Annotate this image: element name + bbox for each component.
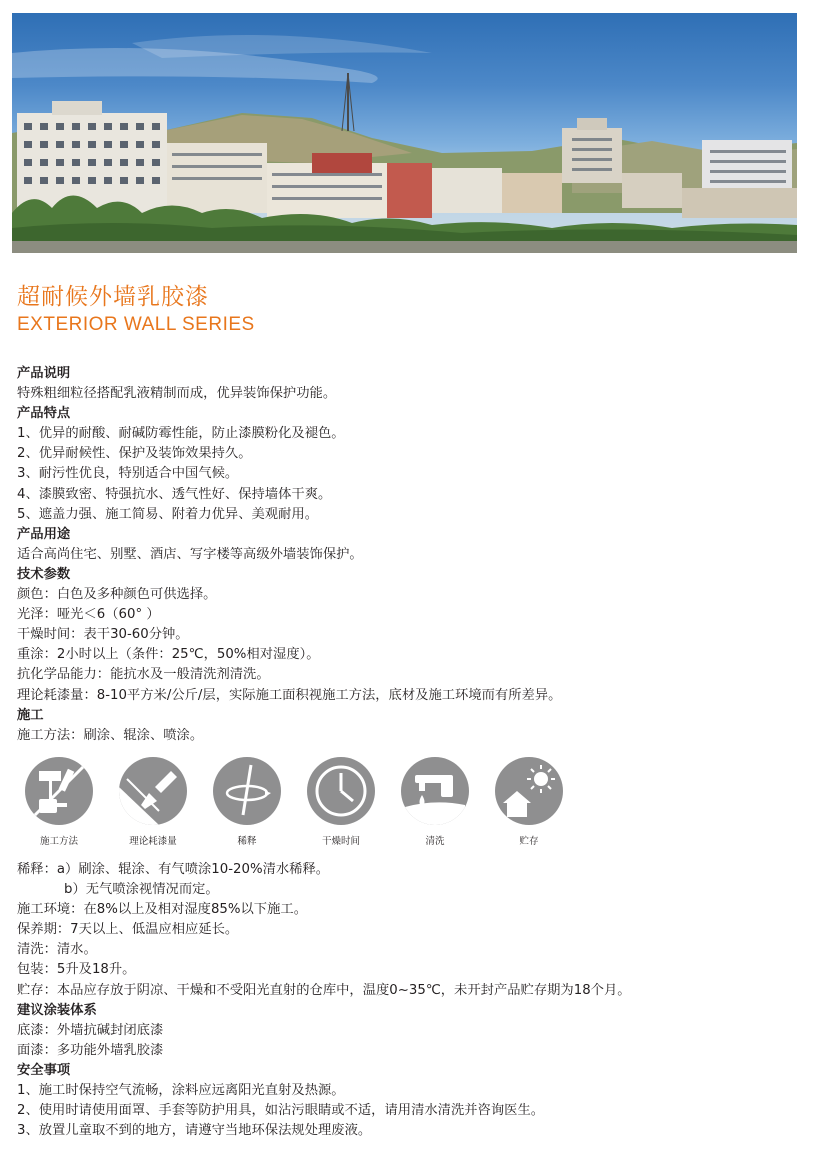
detail-line: 包装：5升及18升。 — [17, 962, 136, 978]
icon-item-storage — [484, 757, 574, 847]
paint-coverage-icon — [119, 757, 187, 825]
icon-item-application-method — [14, 757, 104, 847]
hero-cityscape-photo — [12, 13, 797, 253]
section-heading-specs: 技术参数 — [17, 566, 71, 582]
page-title-en: EXTERIOR WALL SERIES — [17, 314, 255, 335]
section-heading-application: 施工 — [17, 707, 44, 723]
description-line: 特殊粗细粒径搭配乳液精制而成，优异装饰保护功能。 — [17, 386, 337, 402]
system-line: 底漆：外墙抗碱封闭底漆 — [17, 1022, 164, 1038]
icon-label: 清洗 — [425, 836, 445, 847]
spec-line: 光泽：哑光＜6（60° ） — [17, 607, 160, 623]
stir-dilute-icon — [213, 757, 281, 825]
detail-line: 保养期：7天以上、低温应相应延长。 — [17, 922, 239, 938]
faucet-wash-icon — [401, 757, 469, 825]
section-heading-features: 产品特点 — [17, 406, 71, 422]
feature-line: 1、优异的耐酸、耐碱防霉性能，防止漆膜粉化及褪色。 — [17, 426, 345, 442]
feature-line: 5、遮盖力强、施工简易、附着力优异、美观耐用。 — [17, 506, 318, 522]
icon-row — [14, 757, 574, 852]
section-heading-safety: 安全事项 — [17, 1062, 71, 1078]
clock-icon — [307, 757, 375, 825]
system-line: 面漆：多功能外墙乳胶漆 — [17, 1042, 164, 1058]
icon-item-dilution — [202, 757, 292, 847]
brush-roller-spray-icon — [25, 757, 93, 825]
spec-line: 抗化学品能力：能抗水及一般清洗剂清洗。 — [17, 667, 270, 683]
detail-line: 施工环境：在8%以上及相对湿度85%以下施工。 — [17, 902, 307, 918]
icon-item-drying-time — [296, 757, 386, 847]
detail-line: 贮存：本品应存放于阴凉、干燥和不受阳光直射的仓库中，温度0~35℃，未开封产品贮存期为18个月。 — [17, 982, 631, 998]
dilution-line-a: 稀释：a）刷涂、辊涂、有气喷涂10-20%清水稀释。 — [17, 862, 330, 877]
icon-label: 稀释 — [237, 836, 257, 847]
spec-line: 干燥时间：表干30-60分钟。 — [17, 627, 189, 643]
icon-label: 贮存 — [519, 836, 539, 847]
dilution-line-b: b）无气喷涂视情况而定。 — [64, 882, 219, 898]
application-line: 施工方法：刷涂、辊涂、喷涂。 — [17, 727, 204, 743]
usage-line: 适合高尚住宅、别墅、酒店、写字楼等高级外墙装饰保护。 — [17, 546, 363, 562]
icon-item-cleaning — [390, 757, 480, 847]
section-heading-usage: 产品用途 — [17, 526, 71, 542]
icon-item-coverage — [108, 757, 198, 847]
feature-line: 2、优异耐候性、保护及装饰效果持久。 — [17, 446, 252, 462]
cityscape-illustration — [12, 13, 797, 253]
sun-house-storage-icon — [495, 757, 563, 825]
spec-line: 颜色：白色及多种颜色可供选择。 — [17, 587, 217, 603]
safety-line: 1、施工时保持空气流畅，涂料应远离阳光直射及热源。 — [17, 1083, 345, 1099]
feature-line: 4、漆膜致密、特强抗水、透气性好、保持墙体干爽。 — [17, 486, 332, 502]
page-title-cn: 超耐候外墙乳胶漆 — [17, 284, 209, 310]
icon-label: 理论耗漆量 — [129, 836, 177, 847]
detail-line: 清洗：清水。 — [17, 942, 97, 958]
section-heading-description: 产品说明 — [17, 366, 71, 381]
safety-line: 2、使用时请使用面罩、手套等防护用具，如沾污眼睛或不适，请用清水清洗并咨询医生。 — [17, 1103, 545, 1119]
icon-label: 干燥时间 — [321, 836, 360, 847]
section-heading-coating-system: 建议涂装体系 — [17, 1002, 97, 1018]
icon-label: 施工方法 — [39, 836, 78, 847]
spec-line: 重涂：2小时以上（条件：25℃，50%相对湿度）。 — [17, 647, 320, 663]
product-info-block — [17, 364, 807, 746]
safety-line: 3、放置儿童取不到的地方，请遵守当地环保法规处理废液。 — [17, 1123, 372, 1139]
spec-line: 理论耗漆量：8-10平方米/公斤/层，实际施工面积视施工方法，底材及施工环境而有所差异。 — [17, 687, 562, 703]
feature-line: 3、耐污性优良，特别适合中国气候。 — [17, 466, 239, 482]
application-details-block — [17, 860, 807, 1141]
